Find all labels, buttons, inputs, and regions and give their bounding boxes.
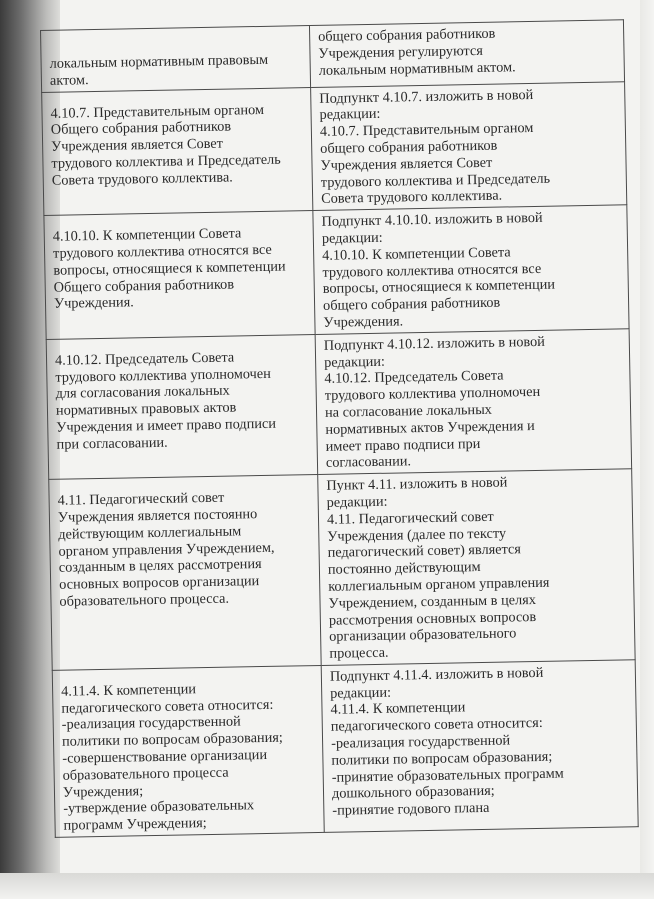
current-text-cell — [44, 211, 315, 339]
new-text: Подпункт 4.10.10. изложить в новой редакции: 4.10.10. К компетенции Совета трудового коллектива относятся все вопросы, относящиеся к компетенции общего собрания работников Учреждения. — [321, 209, 556, 331]
table-row — [49, 469, 635, 670]
new-text: Подпункт 4.10.7. изложить в новой редакции: 4.10.7. Представительным органом общего собрания работников Учреждения является Совет трудового коллектива и Председатель Совета трудового коллектива. — [319, 86, 551, 208]
current-text: 4.10.7. Представительным органом Общего собрания работников Учреждения является Совет трудового коллектива и Председатель Совета трудового коллектива. — [50, 101, 281, 189]
current-text-cell — [46, 334, 318, 479]
table-row — [52, 660, 638, 838]
current-text-cell — [52, 665, 324, 837]
table-row — [41, 20, 625, 92]
new-text: Пункт 4.11. изложить в новой редакции: 4.11. Педагогический совет Учреждения (далее по тексту педагогический совет) является постоянно действующим коллегиальным органом управления Учреждением, созданным в целях рассмотрения основных вопросов организации образовательного процесса. — [326, 474, 550, 662]
current-text-cell — [49, 475, 321, 671]
scan-bottom-edge — [0, 873, 654, 899]
current-text: 4.10.12. Председатель Совета трудового коллектива уполномочен для согласования локальных нормативных правовых актов Учреждения и имеет право подписи при согласовании. — [54, 349, 277, 453]
new-text-cell — [315, 329, 632, 475]
new-text-cell — [321, 660, 638, 833]
current-text: 4.11.4. К компетенции педагогического совета относится: -реализация государственной политики по вопросам образования; -совершенствование организации образовательного процесса Учреждения; -утверждение образовательных программ Учреждения; — [60, 681, 283, 834]
new-text: общего собрания работников Учреждения регулируются локальным нормативным актом. — [318, 25, 516, 79]
scan-right-edge — [640, 0, 654, 899]
table-row — [44, 205, 629, 339]
new-text-cell — [313, 205, 629, 334]
current-text-cell — [41, 26, 311, 93]
current-text: 4.10.10. К компетенции Совета трудового коллектива относятся все вопросы, относящиеся к компетенции Общего собрания работников Учреждения. — [52, 225, 286, 313]
table-row — [42, 81, 627, 215]
new-text-cell — [311, 81, 627, 210]
new-text-cell — [318, 469, 635, 665]
new-text: Подпункт 4.10.12. изложить в новой редакции: 4.10.12. Председатель Совета трудового коллектива уполномочен на согласование локальных нормативных актов Учреждения и имеет право подписи при согласовании. — [323, 333, 546, 472]
table-row — [46, 329, 631, 480]
new-text-cell — [309, 20, 624, 87]
new-text: Подпункт 4.11.4. изложить в новой редакции: 4.11.4. К компетенции педагогического совета относится: -реализация государственной политики по вопросам образования; -принятие образовательных программ дошкольного образования; -принятие годового плана — [329, 664, 564, 820]
current-text-cell — [42, 87, 313, 215]
amendments-table — [40, 19, 639, 838]
current-text: локальным нормативным правовым актом. — [49, 51, 269, 89]
current-text: 4.11. Педагогический совет Учреждения является постоянно действующим коллегиальным органом управления Учреждением, созданным в целях рассмотрения основных вопросов организации образовательного процесса. — [57, 489, 275, 610]
